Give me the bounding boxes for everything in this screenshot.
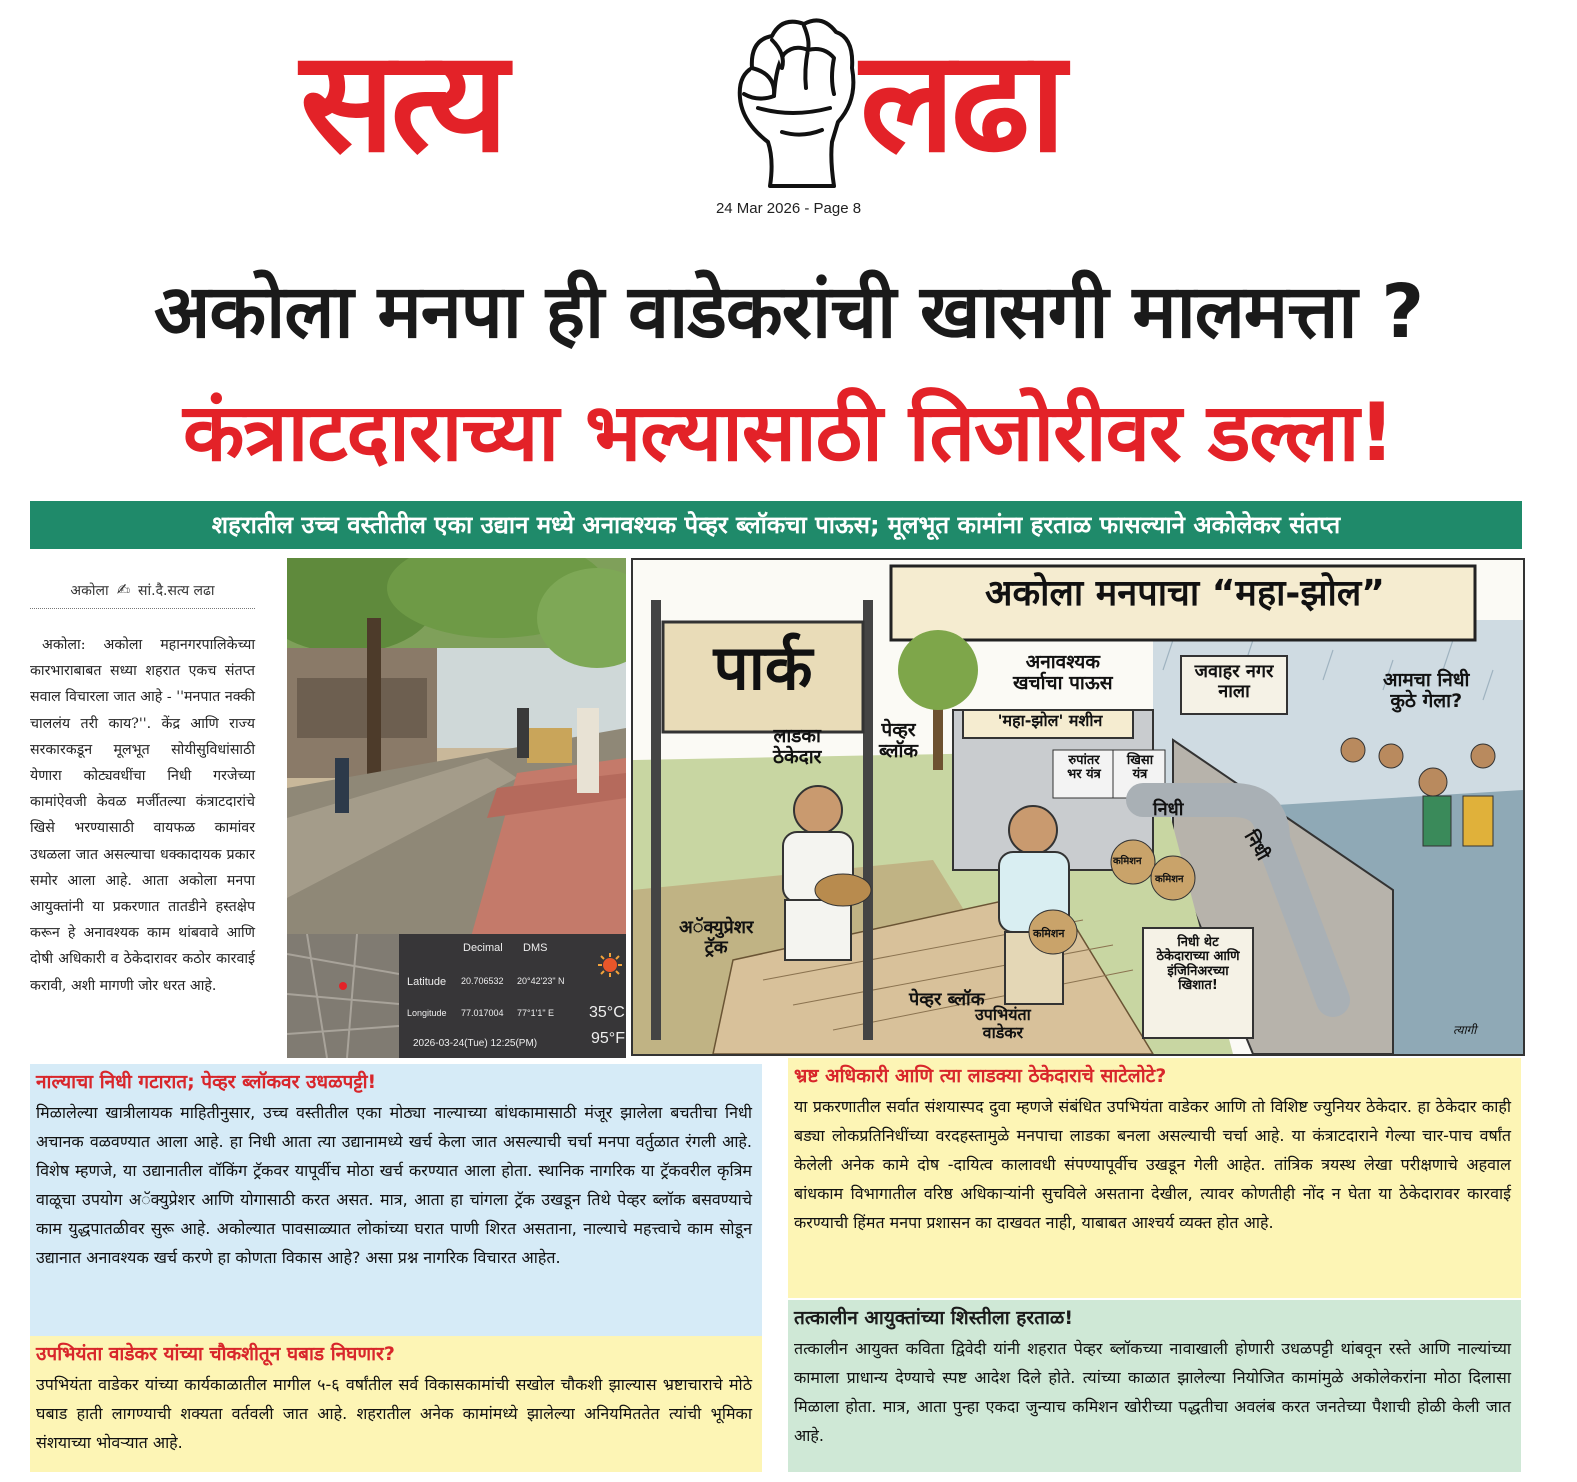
cartoon-label-khisa: खिसा यंत्र bbox=[1126, 753, 1154, 783]
geotag-lon-decimal: 77.017004 bbox=[461, 1008, 504, 1018]
cartoon-label-paver-bottom: पेव्हर ब्लॉक bbox=[909, 989, 985, 1010]
raised-fist-icon bbox=[712, 10, 862, 188]
byline bbox=[30, 580, 255, 609]
cartoon-label-expense-rain: अनावश्यक खर्चाचा पाऊस bbox=[1013, 651, 1113, 694]
cartoon-label-machine: 'महा-झोल' मशीन bbox=[997, 711, 1103, 730]
masthead bbox=[0, 0, 1577, 230]
section-nexus bbox=[788, 1058, 1521, 1298]
section-inquiry bbox=[30, 1336, 762, 1472]
section-discipline-title: तत्कालीन आयुक्तांच्या शिस्तीला हरताळ! bbox=[794, 1307, 1074, 1329]
cartoon-title: अकोला मनपाचा “महा-झोल” bbox=[985, 573, 1385, 614]
section-inquiry-title: उपभियंता वाडेकर यांच्या चौकशीतून घबाड निघणार? bbox=[36, 1343, 395, 1365]
byline-source: सां.दै.सत्य लढा bbox=[138, 583, 215, 599]
section-drain-fund bbox=[30, 1064, 762, 1336]
section-nexus-title: भ्रष्ट अधिकारी आणि त्या लाडक्या ठेकेदाराचे साटेलोटे? bbox=[794, 1065, 1167, 1087]
section-drain-title: नाल्याचा निधी गटारात; पेव्हर ब्लॉकवर उधळपट्टी! bbox=[36, 1071, 377, 1093]
geotag-lat-dms: 20°42'23" N bbox=[517, 976, 565, 986]
logo-word-left: सत्य bbox=[300, 21, 505, 184]
geotag-dms-header: DMS bbox=[523, 942, 548, 954]
map-inset bbox=[287, 934, 399, 1058]
pen-icon: ✍ bbox=[116, 580, 131, 599]
geotag-lat-label: Latitude bbox=[407, 976, 447, 988]
geotag-datetime: 2026-03-24(Tue) 12:25(PM) bbox=[413, 1038, 538, 1049]
section-nexus-body: या प्रकरणातील सर्वात संशयास्पद दुवा म्हणजे संबंधित उपभियंता वाडेकर आणि तो विशिष्ट ज्युनियर ठेकेदार. हा ठेकेदार काही बड्या लोकप्रतिनिधींच्या वरदहस्तामुळे मनपाचा लाडका बनला असल्याची चर्चा आहे. या कंत्राटदाराने गेल्या चार-पाच वर्षांत केलेली अनेक कामे दोष -दायित्व कालावधी संपण्यापूर्वीच उखडून गेली आहेत. तांत्रिक त्रयस्थ लेखा परीक्षणाचे अहवाल बांधकाम विभागातील वरिष्ठ अधिकाऱ्यांनी सुचविले असताना देखील, त्यावर कोणतीही नोंद न घेता या ठेकेदारावर कारवाई करण्याची हिंमत मनपा प्रशासन का दाखवत नाही, याबाबत आश्चर्य व्यक्त होत आहे. bbox=[794, 1097, 1511, 1232]
intro-paragraph: अकोला: अकोला महानगरपालिकेच्या कारभाराबाबत सध्या शहरात एकच संतप्त सवाल विचारला जात आहे - ''मनपात नक्की चाललंय तरी काय?''. केंद्र आणि राज्य सरकारकडून मूलभूत सोयीसुविधांसाठी येणारा कोट्यवधींचा निधी गरजेच्या कामांऐवजी केवळ मर्जीतल्या कंत्राटदारांचे खिसे भरण्यासाठी वायफळ कामांवर उधळला जात असल्याचा धक्कादायक प्रकार समोर आला आहे. आता अकोला मनपा आयुक्तांनी या प्रकरणात तातडीने हस्तक्षेप करून हे अनावश्यक काम थांबवावे आणि दोषी अधिकारी व ठेकेदारावर कठोर कारवाई करावी, अशी मागणी जोर धरत आहे. bbox=[30, 637, 255, 994]
section-discipline-body: तत्कालीन आयुक्त कविता द्विवेदी यांनी शहरात पेव्हर ब्लॉकच्या नावाखाली होणारी उधळपट्टी थांबवून रस्ते आणि नाल्यांच्या कामाला प्राधान्य देण्याचे स्पष्ट आदेश दिले होते. त्यांच्या काळात झालेल्या नियोजित कामांमुळे अकोलेकरांना मोठा दिलासा मिळाला होता. मात्र, आता पुन्हा एकदा जुन्याच कमिशन खोरीच्या पद्धतीचा अवलंब करत जनतेच्या पैशाची होळी केली जात आहे. bbox=[794, 1339, 1511, 1445]
geotag-temp-c: 35°C bbox=[589, 1004, 625, 1021]
section-inquiry-body: उपभियंता वाडेकर यांच्या कार्यकाळातील मागील ५-६ वर्षांतील सर्व विकासकामांची सखोल चौकशी झाल्यास भ्रष्टाचाराचे मोठे घबाड हाती लागण्याची शक्यता वर्तवली जात आहे. शहरातील अनेक कामांमध्ये झालेल्या अनियमिततेत त्यांची भूमिका संशयाच्या भोवऱ्यात आहे. bbox=[36, 1375, 752, 1452]
cartoon-bag-commission-3: कमिशन bbox=[1033, 927, 1065, 940]
geotag-panel bbox=[399, 934, 626, 1058]
site-photo bbox=[287, 558, 626, 1058]
cartoon-label-jawahar: जवाहर नगर नाला bbox=[1194, 661, 1274, 702]
geotag-decimal-header: Decimal bbox=[463, 942, 503, 954]
section-drain-body: मिळालेल्या खात्रीलायक माहितीनुसार, उच्च वस्तीतील एका मोठ्या नाल्याच्या बांधकामासाठी मंजूर झालेला बचतीचा निधी अचानक वळवण्यात आला आहे. हा निधी आता त्या उद्यानामध्ये खर्च केला जात असल्याची चर्चा मनपा वर्तुळात रंगली आहे. विशेष म्हणजे, या उद्यानातील वॉकिंग ट्रॅकवर यापूर्वीच मोठा खर्च करण्यात आला होता. स्थानिक नागरिक या ट्रॅकवरील कृत्रिम वाळूचा उपयोग अॅक्युप्रेशर आणि योगासाठी करत असत. मात्र, आता हा चांगला ट्रॅक उखडून तिथे पेव्हर ब्लॉक बसवण्याचे काम युद्धपातळीवर सुरू आहे. अकोल्यात पावसाळ्यात लोकांच्या घरात पाणी शिरत असताना, नाल्याचे महत्त्वाचे काम सोडून उद्यानात अनावश्यक खर्च करणे हा कोणता विकास आहे? असा प्रश्न नागरिक विचारत आहेत. bbox=[36, 1103, 752, 1267]
geotag-temp-f: 95°F bbox=[591, 1030, 625, 1047]
cartoon-label-engineer: उपभियंता वाडेकर bbox=[975, 1005, 1031, 1042]
dateline: 24 Mar 2026 - Page 8 bbox=[715, 200, 862, 217]
section-discipline bbox=[788, 1300, 1521, 1472]
cartoon-label-nidhi-1: निधी bbox=[1153, 799, 1184, 820]
red-headline: कंत्राटदाराच्या भल्यासाठी तिजोरीवर डल्ला! bbox=[183, 386, 1394, 479]
byline-place: अकोला bbox=[70, 583, 109, 599]
main-headline: अकोला मनपा ही वाडेकरांची खासगी मालमत्ता ? bbox=[153, 269, 1424, 355]
cartoon-label-contractor: लाडका ठेकेदार bbox=[773, 725, 822, 768]
cartoon-label-acupressure: अॅक्युप्रेशर ट्रॅक bbox=[679, 917, 754, 958]
cartoon-park-sign: पार्क bbox=[713, 631, 813, 704]
geotag-lat-decimal: 20.706532 bbox=[461, 976, 504, 986]
cartoon-label-paver: पेव्हर ब्लॉक bbox=[879, 719, 918, 762]
cartoon-label-rupantar: रुपांतर भर यंत्र bbox=[1067, 753, 1101, 783]
cartoon-label-nidhi-2: निधी bbox=[1239, 827, 1274, 865]
cartoon-bag-commission-1: कमिशन bbox=[1113, 856, 1142, 867]
cartoonist-signature: त्यागी bbox=[1453, 1023, 1477, 1037]
cartoon-label-amcha-nidhi: आमचा निधी कुठे गेला? bbox=[1383, 669, 1470, 712]
cartoon-sign-fund: निधी थेट ठेकेदाराच्या आणि इंजिनिअरच्या खिशात! bbox=[1156, 935, 1240, 993]
editorial-cartoon bbox=[631, 558, 1525, 1056]
subheadline-bar: शहरातील उच्च वस्तीतील एका उद्यान मध्ये अनावश्यक पेव्हर ब्लॉकचा पाऊस; मूलभूत कामांना हरताळ फासल्याने अकोलेकर संतप्त bbox=[30, 501, 1522, 549]
geotag-lon-label: Longitude bbox=[407, 1008, 447, 1018]
cartoon-bag-commission-2: कमिशन bbox=[1155, 874, 1184, 885]
sun-icon bbox=[597, 952, 623, 978]
geotag-lon-dms: 77°1'1" E bbox=[517, 1008, 555, 1018]
logo-word-right: लढा bbox=[860, 21, 1063, 184]
